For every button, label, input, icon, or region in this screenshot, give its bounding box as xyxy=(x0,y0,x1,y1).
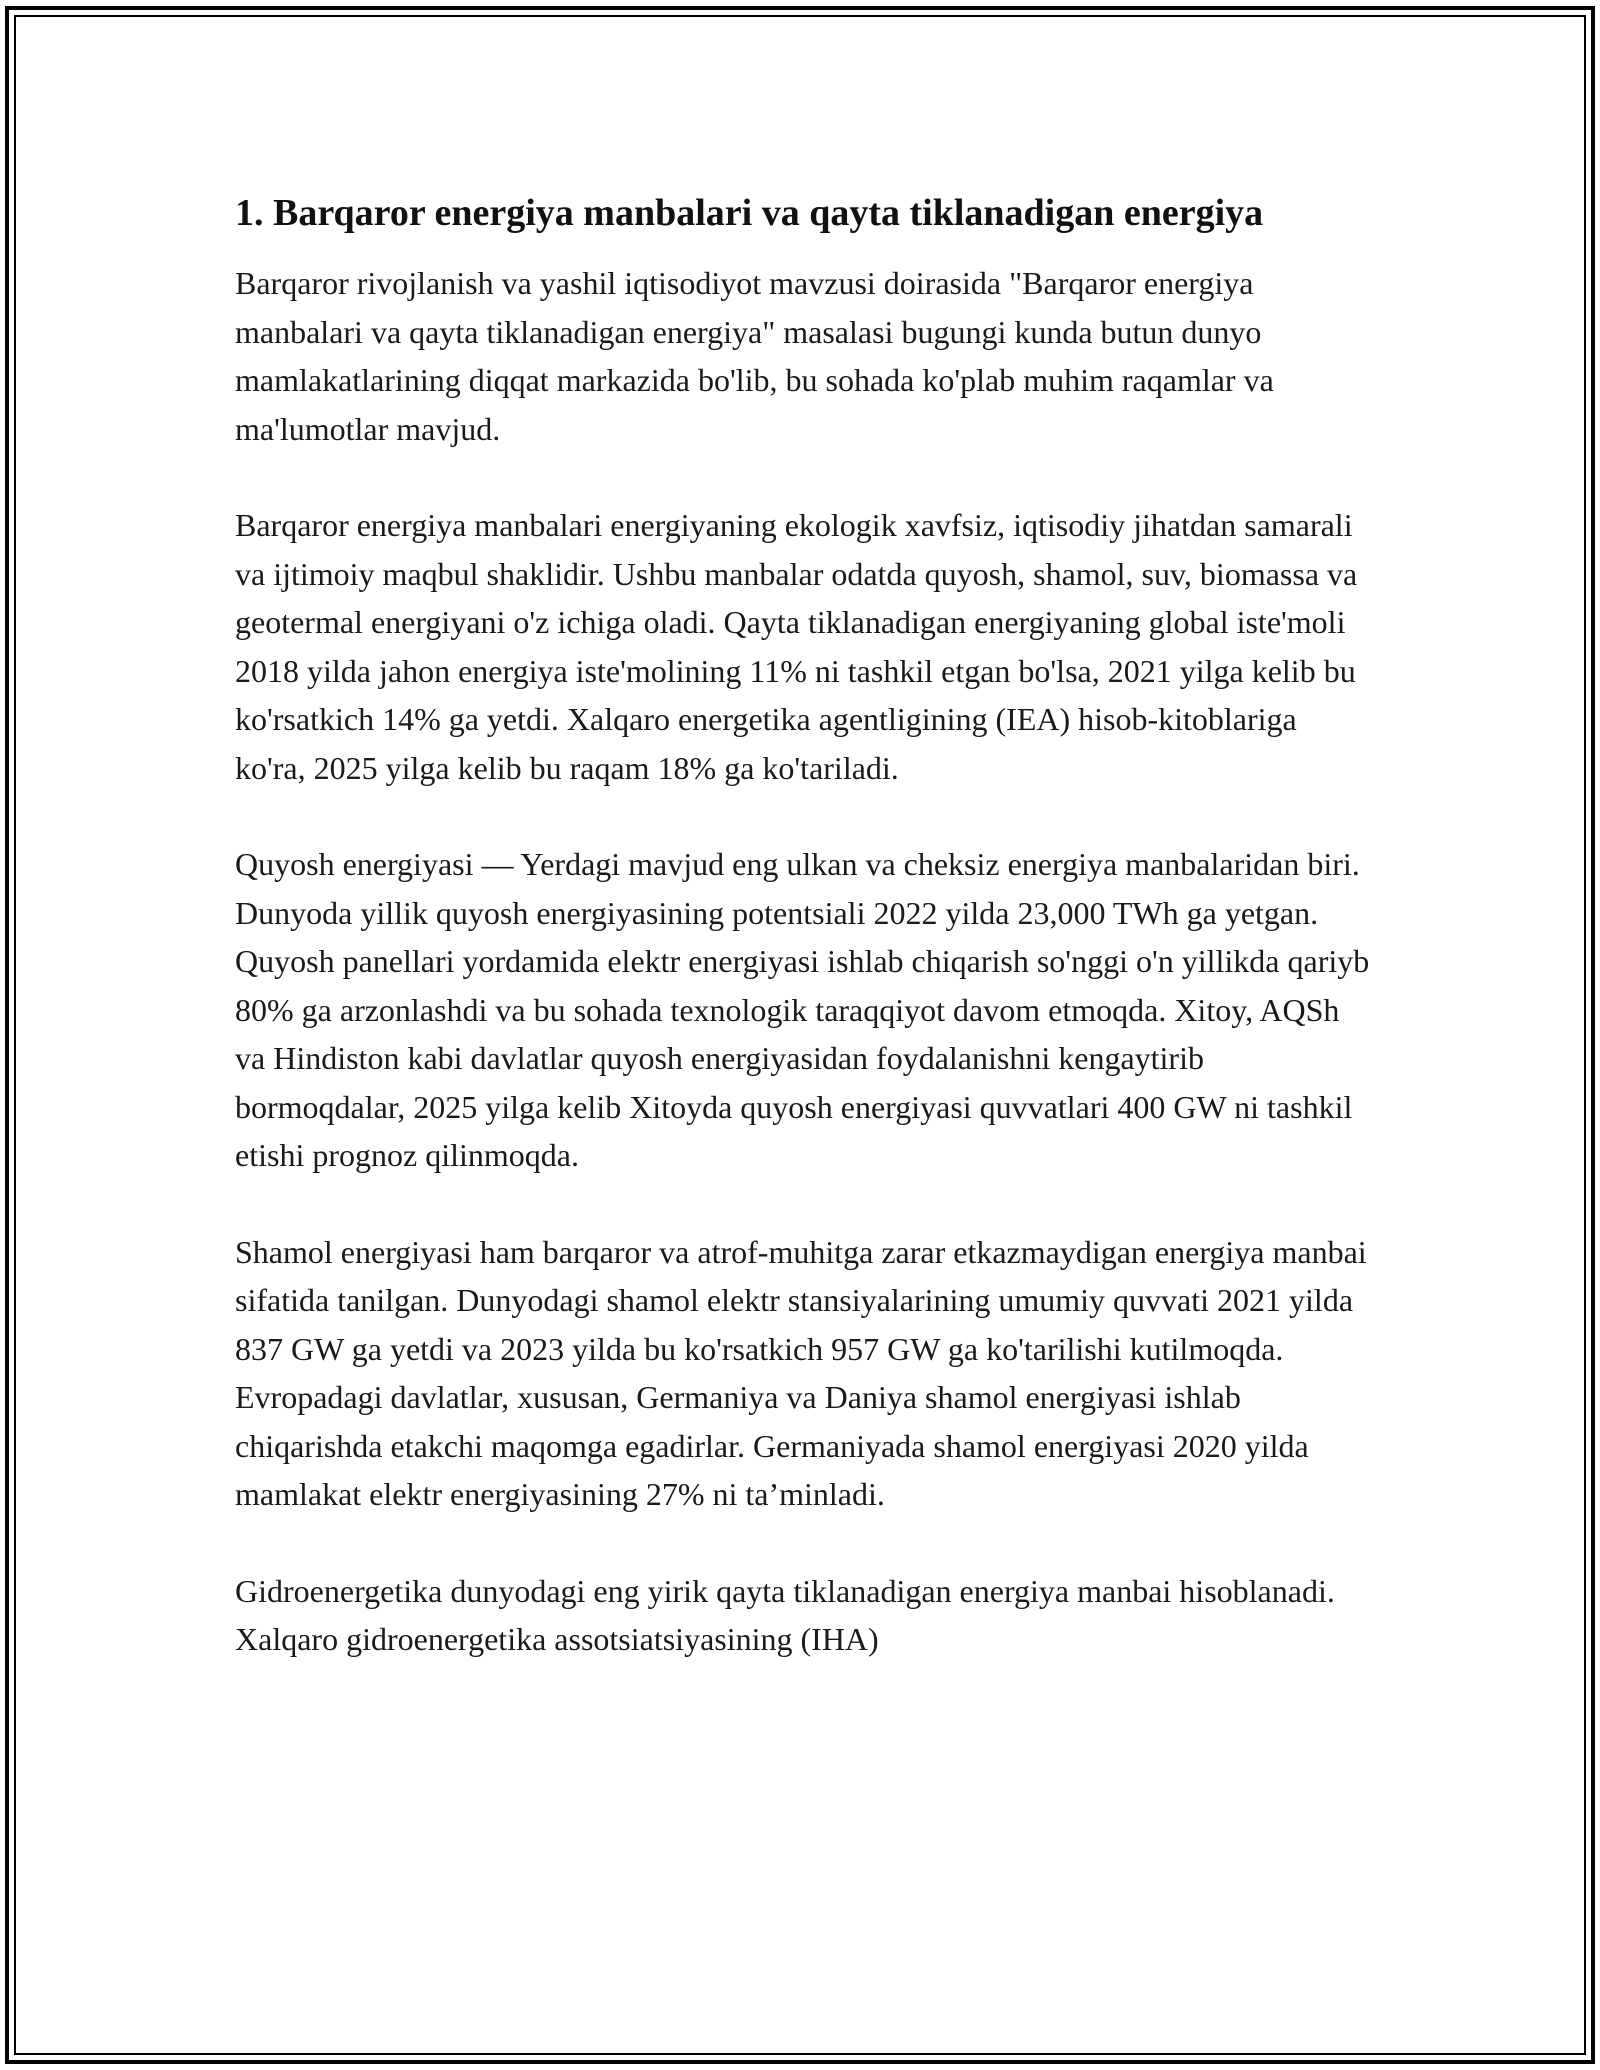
section-heading: 1. Barqaror energiya manbalari va qayta tiklanadigan energiya xyxy=(235,192,1264,234)
paragraph-intro: Barqaror rivojlanish va yashil iqtisodiyot mavzusi doirasida "Barqaror energiya manbalari va qayta tiklanadigan energiya" masalasi bugungi kunda butun dunyo mamlakatlarining diqqat markazida bo'lib, bu sohada ko'plab muhim raqamlar va ma'lumotlar mavjud. xyxy=(235,265,1274,447)
paragraph-solar-energy: Quyosh energiyasi — Yerdagi mavjud eng ulkan va cheksiz energiya manbalaridan biri. Dunyoda yillik quyosh energiyasining potentsiali 2022 yilda 23,000 TWh ga yetgan. Quyosh panellari yordamida elektr energiyasi ishlab chiqarish so'nggi o'n yillikda qariyb 80% ga arzonlashdi va bu sohada texnologik taraqqiyot davom etmoqda. Xitoy, AQSh va Hindiston kabi davlatlar quyosh energiyasidan foydalanishni kengaytirib bormoqdalar, 2025 yilga kelib Xitoyda quyosh energiyasi quvvatlari 400 GW ni tashkil etishi prognoz qilinmoqda. xyxy=(235,846,1370,1173)
document-body xyxy=(235,185,1375,1712)
paragraph-sustainable-sources: Barqaror energiya manbalari energiyaning ekologik xavfsiz, iqtisodiy jihatdan samarali va ijtimoiy maqbul shaklidir. Ushbu manbalar odatda quyosh, shamol, suv, biomassa va geotermal energiyani o'z ichiga oladi. Qayta tiklanadigan energiyaning global iste'moli 2018 yilda jahon energiya iste'molining 11% ni tashkil etgan bo'lsa, 2021 yilga kelib bu ko'rsatkich 14% ga yetdi. Xalqaro energetika agentligining (IEA) hisob-kitoblariga ko'ra, 2025 yilga kelib bu raqam 18% ga ko'tariladi. xyxy=(235,507,1358,786)
paragraph-hydropower: Gidroenergetika dunyodagi eng yirik qayta tiklanadigan energiya manbai hisoblanadi. Xalqaro gidroenergetika assotsiatsiyasining (IHA) xyxy=(235,1572,1335,1657)
paragraph-wind-energy: Shamol energiyasi ham barqaror va atrof-muhitga zarar etkazmaydigan energiya manbai sifatida tanilgan. Dunyodagi shamol elektr stansiyalarining umumiy quvvati 2021 yilda 837 GW ga yetdi va 2023 yilda bu ko'rsatkich 957 GW ga ko'tarilishi kutilmoqda. Evropadagi davlatlar, xususan, Germaniya va Daniya shamol energiyasi ishlab chiqarishda etakchi maqomga egadirlar. Germaniyada shamol energiyasi 2020 yilda mamlakat elektr energiyasining 27% ni ta’minladi. xyxy=(235,1233,1367,1512)
